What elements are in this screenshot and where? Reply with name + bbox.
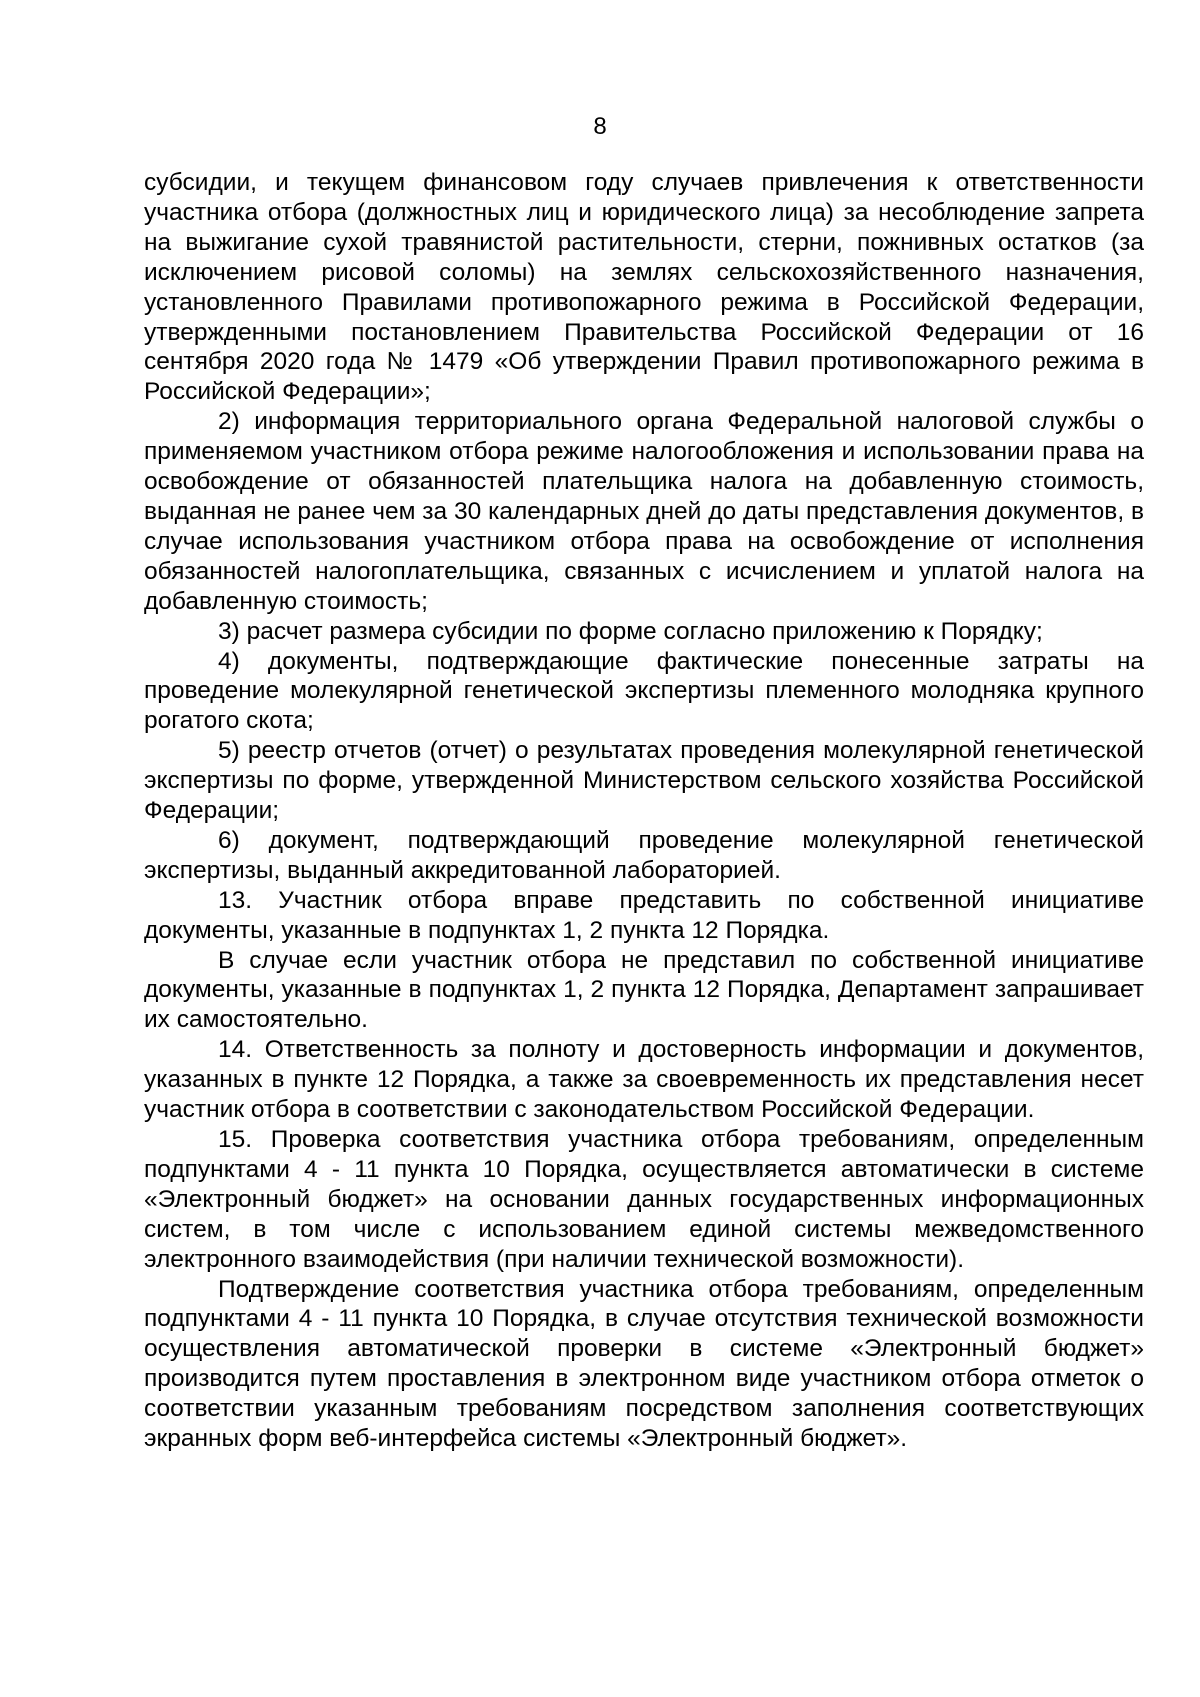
paragraph-item-3: 3) расчет размера субсидии по форме согласно приложению к Порядку; xyxy=(218,617,1043,645)
paragraph-section-13: 13. Участник отбора вправе представить по собственной инициативе документы, указанные в подпунктах 1, 2 пункта 12 Порядка. xyxy=(144,886,1144,944)
paragraph-item-4: 4) документы, подтверждающие фактические понесенные затраты на проведение молекулярной генетической экспертизы племенного молодняка крупного рогатого скота; xyxy=(144,647,1144,735)
document-body xyxy=(144,168,1144,1454)
paragraph-section-14: 14. Ответственность за полноту и достоверность информации и документов, указанных в пункте 12 Порядка, а также за своевременность их представления несет участник отбора в соответствии с законодательством Российской Федерации. xyxy=(144,1036,1144,1124)
paragraph-item-5: 5) реестр отчетов (отчет) о результатах проведения молекулярной генетической экспертизы по форме, утвержденной Министерством сельского хозяйства Российской Федерации; xyxy=(144,737,1144,825)
paragraph-item-6: 6) документ, подтверждающий проведение молекулярной генетической экспертизы, выданный аккредитованной лабораторией. xyxy=(144,826,1144,884)
paragraph-section-13-cont: В случае если участник отбора не представил по собственной инициативе документы, указанные в подпунктах 1, 2 пункта 12 Порядка, Департамент запрашивает их самостоятельно. xyxy=(144,946,1144,1034)
paragraph-item-2: 2) информация территориального органа Федеральной налоговой службы о применяемом участником отбора режиме налогообложения и использовании права на освобождение от обязанностей плательщика налога на добавленную стоимость, выданная не ранее чем за 30 календарных дней до даты представления документов, в случае использования участником отбора права на освобождение от исполнения обязанностей налогоплательщика, связанных с исчислением и уплатой налога на добавленную стоимость; xyxy=(144,408,1144,615)
paragraph-continuation: субсидии, и текущем финансовом году случаев привлечения к ответственности участника отбора (должностных лиц и юридического лица) за несоблюдение запрета на выжигание сухой травянистой растительности, стерни, пожнивных остатков (за исключением рисовой соломы) на землях сельскохозяйственного назначения, установленного Правилами противопожарного режима в Российской Федерации, утвержденными постановлением Правительства Российской Федерации от 16 сентября 2020 года № 1479 «Об утверждении Правил противопожарного режима в Российской Федерации»; xyxy=(144,169,1144,406)
paragraph-section-15-cont: Подтверждение соответствия участника отбора требованиям, определенным подпунктами 4 - 11 пункта 10 Порядка, в случае отсутствия технической возможности осуществления автоматической проверки в системе «Электронный бюджет» производится путем проставления в электронном виде участником отбора отметок о соответствии указанным требованиям посредством заполнения соответствующих экранных форм веб-интерфейса системы «Электронный бюджет». xyxy=(144,1275,1144,1453)
page-number: 8 xyxy=(593,113,607,140)
paragraph-section-15: 15. Проверка соответствия участника отбора требованиям, определенным подпунктами 4 - 11 пункта 10 Порядка, осуществляется автоматически в системе «Электронный бюджет» на основании данных государственных информационных систем, в том числе с использованием единой системы межведомственного электронного взаимодействия (при наличии технической возможности). xyxy=(144,1126,1144,1273)
